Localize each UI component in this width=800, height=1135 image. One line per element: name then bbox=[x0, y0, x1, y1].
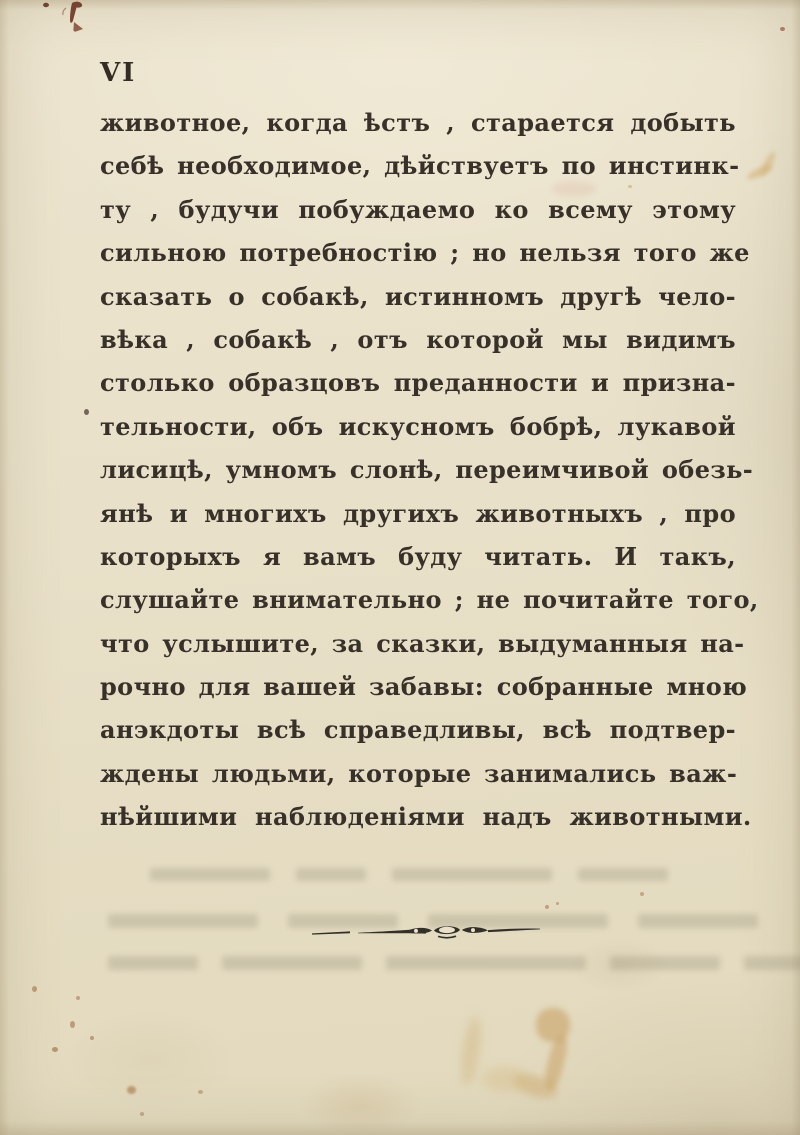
foxing-spot bbox=[32, 986, 37, 992]
text-line: ждены людьми, которые занимались важ- bbox=[100, 758, 738, 788]
ink-mark bbox=[28, 0, 108, 42]
foxing-spot bbox=[780, 27, 785, 31]
stain bbox=[758, 150, 778, 178]
foxing-spot bbox=[140, 1112, 144, 1116]
foxing-spot bbox=[556, 902, 559, 905]
stain bbox=[482, 1066, 528, 1092]
text-block bbox=[100, 101, 759, 839]
text-line: столько образцовъ преданности и призна- bbox=[100, 368, 736, 398]
ornament-divider bbox=[310, 916, 542, 946]
text-line: рочно для вашей забавы: собранные мною bbox=[100, 672, 748, 702]
text-line: тельности, объ искусномъ бобрѣ, лукавой bbox=[100, 411, 736, 441]
text-line: сказать о собакѣ, истинномъ другѣ чело- bbox=[100, 281, 736, 311]
text-line: анэкдоты всѣ справедливы, всѣ подтвер- bbox=[100, 715, 736, 745]
foxing-spot bbox=[52, 1047, 58, 1052]
text-line: сильною потребностію ; но нельзя того же bbox=[100, 238, 750, 268]
text-line: нѣйшими наблюденіями надъ животными. bbox=[100, 802, 752, 832]
foxing-spot bbox=[127, 1086, 136, 1094]
stain bbox=[458, 1015, 484, 1087]
foxing-spot bbox=[76, 996, 80, 1000]
text-line: лисицѣ, умномъ слонѣ, переимчивой обезь- bbox=[100, 455, 754, 485]
text-line: которыхъ я вамъ буду читать. И такъ, bbox=[100, 541, 736, 571]
ghost-showthrough-text bbox=[108, 956, 800, 970]
text-line: животное, когда ѣстъ , старается добыть bbox=[100, 108, 736, 137]
text-line: слушайте внимательно ; не почитайте того, bbox=[100, 585, 759, 615]
ghost-showthrough-text bbox=[150, 868, 668, 881]
text-line: ту , будучи побуждаемо ко всему этому bbox=[100, 194, 736, 224]
page-number: VI bbox=[100, 58, 137, 88]
foxing-spot bbox=[198, 1090, 203, 1094]
foxing-spot bbox=[545, 905, 549, 909]
foxing-spot bbox=[70, 1021, 75, 1028]
foxing-spot bbox=[90, 1036, 94, 1040]
text-line: вѣка , собакѣ , отъ которой мы видимъ bbox=[100, 324, 736, 354]
foxing-spot bbox=[640, 892, 644, 896]
foxing-spot bbox=[84, 409, 89, 415]
text-line: янѣ и многихъ другихъ животныхъ , про bbox=[100, 498, 736, 528]
text-line: себѣ необходимое, дѣйствуетъ по инстинк- bbox=[100, 151, 740, 181]
text-line: что услышите, за сказки, выдуманныя на- bbox=[100, 628, 745, 658]
